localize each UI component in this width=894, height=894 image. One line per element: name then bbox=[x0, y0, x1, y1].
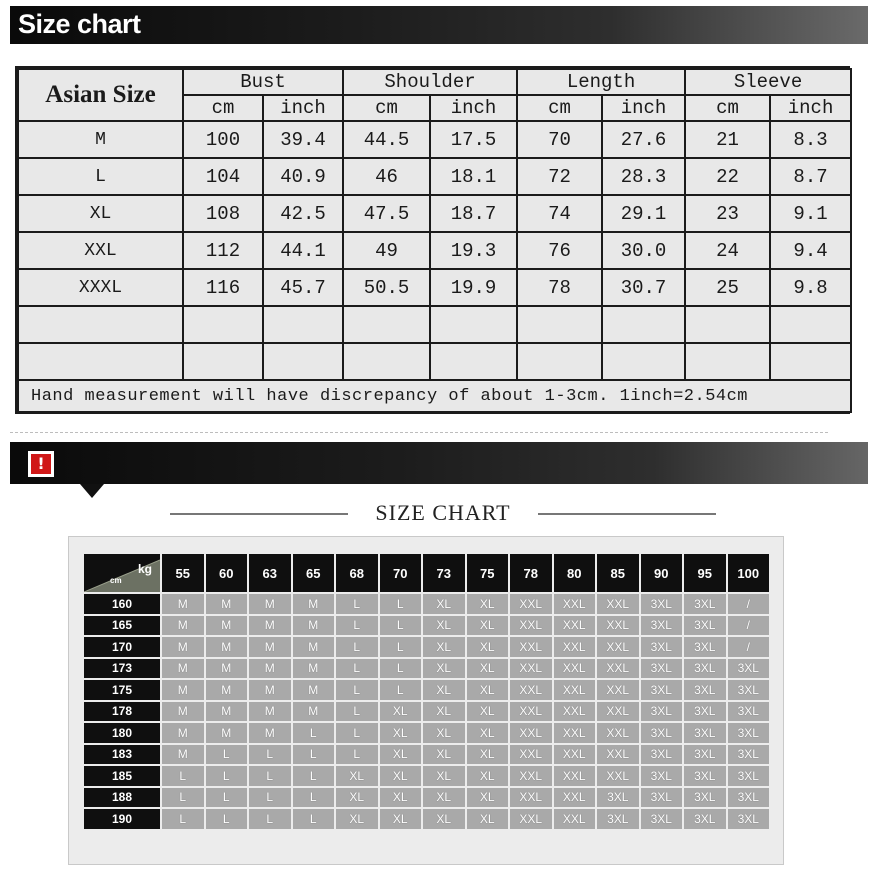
size-label: XL bbox=[18, 195, 183, 232]
size-cell: / bbox=[728, 594, 770, 614]
table-row bbox=[84, 788, 769, 808]
height-axis-label: cm bbox=[110, 576, 122, 585]
size-cell: M bbox=[162, 745, 204, 765]
measurement-cell: 72 bbox=[517, 158, 602, 195]
size-cell: XL bbox=[380, 788, 422, 808]
size-cell: XL bbox=[467, 637, 509, 657]
size-cell: 3XL bbox=[728, 788, 770, 808]
size-cell: 3XL bbox=[684, 723, 726, 743]
measurement-cell: 17.5 bbox=[430, 121, 517, 158]
size-cell: XL bbox=[467, 788, 509, 808]
size-cell: M bbox=[293, 680, 335, 700]
measurement-cell: 21 bbox=[685, 121, 770, 158]
size-cell: L bbox=[336, 745, 378, 765]
size-cell: XXL bbox=[554, 594, 596, 614]
measurement-table-frame bbox=[15, 66, 850, 414]
measurement-cell: 9.8 bbox=[770, 269, 851, 306]
size-cell: 3XL bbox=[684, 702, 726, 722]
size-cell: XXL bbox=[597, 616, 639, 636]
weight-header: 85 bbox=[597, 554, 639, 592]
measurement-cell: 22 bbox=[685, 158, 770, 195]
table-row bbox=[84, 659, 769, 679]
note-row bbox=[18, 380, 851, 412]
size-cell: M bbox=[249, 659, 291, 679]
height-label: 183 bbox=[84, 745, 160, 765]
size-cell: XXL bbox=[510, 594, 552, 614]
size-cell: M bbox=[206, 616, 248, 636]
measurement-cell: 9.4 bbox=[770, 232, 851, 269]
size-cell: L bbox=[162, 788, 204, 808]
size-cell: XL bbox=[380, 702, 422, 722]
size-cell: XL bbox=[423, 637, 465, 657]
measurement-cell: 44.1 bbox=[263, 232, 343, 269]
measurement-cell: 116 bbox=[183, 269, 263, 306]
size-cell: XL bbox=[423, 788, 465, 808]
measurement-cell: 19.3 bbox=[430, 232, 517, 269]
size-cell: XXL bbox=[597, 637, 639, 657]
measurement-cell: 104 bbox=[183, 158, 263, 195]
measurement-cell: 76 bbox=[517, 232, 602, 269]
measurement-cell: 47.5 bbox=[343, 195, 430, 232]
size-cell: XXL bbox=[597, 745, 639, 765]
table-row bbox=[84, 723, 769, 743]
size-cell: XL bbox=[380, 766, 422, 786]
height-label: 170 bbox=[84, 637, 160, 657]
weight-header: 100 bbox=[728, 554, 770, 592]
size-cell: XXL bbox=[597, 594, 639, 614]
measurement-cell: 8.7 bbox=[770, 158, 851, 195]
weight-header: 70 bbox=[380, 554, 422, 592]
size-cell: XXL bbox=[510, 766, 552, 786]
size-cell: 3XL bbox=[728, 809, 770, 829]
size-cell: / bbox=[728, 616, 770, 636]
asian-size-header: Asian Size bbox=[18, 69, 183, 121]
measurement-note: Hand measurement will have discrepancy of about 1-3cm. 1inch=2.54cm bbox=[18, 380, 851, 412]
size-cell: M bbox=[293, 616, 335, 636]
measurement-cell: 39.4 bbox=[263, 121, 343, 158]
height-label: 178 bbox=[84, 702, 160, 722]
size-cell: 3XL bbox=[641, 788, 683, 808]
weight-header: 78 bbox=[510, 554, 552, 592]
weight-header-row bbox=[84, 554, 769, 592]
empty-cell bbox=[602, 306, 685, 343]
measurement-cell: 100 bbox=[183, 121, 263, 158]
measurement-cell: 27.6 bbox=[602, 121, 685, 158]
size-cell: 3XL bbox=[684, 745, 726, 765]
table-row bbox=[18, 195, 851, 232]
size-cell: M bbox=[293, 659, 335, 679]
size-cell: 3XL bbox=[641, 809, 683, 829]
size-cell: L bbox=[293, 745, 335, 765]
unit-header: inch bbox=[263, 95, 343, 121]
weight-header: 90 bbox=[641, 554, 683, 592]
size-cell: XL bbox=[380, 809, 422, 829]
size-cell: / bbox=[728, 637, 770, 657]
size-cell: 3XL bbox=[641, 766, 683, 786]
size-cell: XL bbox=[423, 702, 465, 722]
table-row bbox=[84, 745, 769, 765]
size-cell: XL bbox=[467, 723, 509, 743]
size-cell: XXL bbox=[554, 680, 596, 700]
size-cell: M bbox=[206, 637, 248, 657]
table-row bbox=[84, 702, 769, 722]
measurement-cell: 45.7 bbox=[263, 269, 343, 306]
empty-cell bbox=[263, 343, 343, 380]
empty-cell bbox=[263, 306, 343, 343]
size-cell: XXL bbox=[510, 616, 552, 636]
size-cell: M bbox=[162, 659, 204, 679]
measurement-cell: 8.3 bbox=[770, 121, 851, 158]
size-cell: XL bbox=[423, 723, 465, 743]
size-chart-title-area bbox=[170, 500, 715, 528]
size-chart-heading: Size chart bbox=[18, 9, 141, 39]
empty-cell bbox=[602, 343, 685, 380]
height-label: 165 bbox=[84, 616, 160, 636]
size-cell: L bbox=[162, 766, 204, 786]
table-row bbox=[84, 766, 769, 786]
measurement-cell: 29.1 bbox=[602, 195, 685, 232]
measurement-cell: 108 bbox=[183, 195, 263, 232]
size-cell: 3XL bbox=[728, 766, 770, 786]
size-cell: L bbox=[336, 702, 378, 722]
size-cell: L bbox=[293, 766, 335, 786]
weight-header: 95 bbox=[684, 554, 726, 592]
weight-header: 65 bbox=[293, 554, 335, 592]
unit-header: cm bbox=[343, 95, 430, 121]
height-weight-chart-frame bbox=[68, 536, 784, 865]
size-cell: L bbox=[380, 637, 422, 657]
size-cell: M bbox=[249, 723, 291, 743]
table-row bbox=[84, 680, 769, 700]
size-cell: XXL bbox=[510, 637, 552, 657]
size-cell: 3XL bbox=[641, 702, 683, 722]
size-cell: XXL bbox=[554, 659, 596, 679]
weight-header: 68 bbox=[336, 554, 378, 592]
size-cell: L bbox=[380, 594, 422, 614]
size-cell: 3XL bbox=[728, 745, 770, 765]
unit-header: cm bbox=[685, 95, 770, 121]
height-label: 160 bbox=[84, 594, 160, 614]
weight-header: 60 bbox=[206, 554, 248, 592]
size-cell: L bbox=[249, 809, 291, 829]
size-cell: 3XL bbox=[684, 594, 726, 614]
size-cell: XXL bbox=[510, 659, 552, 679]
size-cell: XL bbox=[467, 659, 509, 679]
empty-cell bbox=[430, 343, 517, 380]
size-cell: XXL bbox=[554, 788, 596, 808]
group-header-length: Length bbox=[517, 69, 685, 95]
size-cell: L bbox=[293, 809, 335, 829]
size-cell: L bbox=[336, 637, 378, 657]
height-weight-size-table bbox=[82, 552, 771, 831]
height-label: 190 bbox=[84, 809, 160, 829]
size-cell: XL bbox=[423, 659, 465, 679]
height-label: 180 bbox=[84, 723, 160, 743]
size-cell: 3XL bbox=[597, 788, 639, 808]
size-cell: 3XL bbox=[684, 659, 726, 679]
size-cell: XL bbox=[467, 745, 509, 765]
size-label: XXL bbox=[18, 232, 183, 269]
size-cell: XL bbox=[336, 788, 378, 808]
size-cell: L bbox=[380, 659, 422, 679]
size-cell: XL bbox=[336, 766, 378, 786]
size-cell: XL bbox=[467, 616, 509, 636]
measurement-cell: 30.7 bbox=[602, 269, 685, 306]
table-row bbox=[18, 269, 851, 306]
size-cell: 3XL bbox=[684, 680, 726, 700]
measurement-cell: 19.9 bbox=[430, 269, 517, 306]
size-chart-header-band bbox=[10, 6, 868, 44]
group-header-shoulder: Shoulder bbox=[343, 69, 517, 95]
size-cell: 3XL bbox=[641, 680, 683, 700]
empty-cell bbox=[685, 343, 770, 380]
size-cell: XL bbox=[423, 680, 465, 700]
measurement-cell: 25 bbox=[685, 269, 770, 306]
size-label: M bbox=[18, 121, 183, 158]
size-cell: 3XL bbox=[728, 702, 770, 722]
size-cell: XXL bbox=[597, 680, 639, 700]
table-row bbox=[84, 616, 769, 636]
measurement-cell: 23 bbox=[685, 195, 770, 232]
measurement-cell: 18.7 bbox=[430, 195, 517, 232]
size-cell: XL bbox=[467, 702, 509, 722]
unit-header: inch bbox=[602, 95, 685, 121]
measurement-cell: 44.5 bbox=[343, 121, 430, 158]
measurement-cell: 28.3 bbox=[602, 158, 685, 195]
table-row bbox=[84, 594, 769, 614]
unit-header: cm bbox=[183, 95, 263, 121]
size-cell: L bbox=[293, 723, 335, 743]
group-header-sleeve: Sleeve bbox=[685, 69, 851, 95]
empty-cell bbox=[517, 306, 602, 343]
unit-header: inch bbox=[430, 95, 517, 121]
size-cell: 3XL bbox=[684, 766, 726, 786]
measurement-cell: 78 bbox=[517, 269, 602, 306]
size-cell: XL bbox=[423, 809, 465, 829]
size-cell: XXL bbox=[597, 659, 639, 679]
unit-header: cm bbox=[517, 95, 602, 121]
size-cell: XL bbox=[467, 680, 509, 700]
size-cell: M bbox=[206, 594, 248, 614]
band-pointer bbox=[80, 484, 104, 498]
size-cell: M bbox=[206, 723, 248, 743]
size-cell: L bbox=[249, 766, 291, 786]
measurement-cell: 49 bbox=[343, 232, 430, 269]
empty-cell bbox=[183, 343, 263, 380]
size-cell: L bbox=[380, 616, 422, 636]
size-cell: XL bbox=[423, 594, 465, 614]
empty-cell bbox=[183, 306, 263, 343]
size-cell: L bbox=[336, 594, 378, 614]
size-cell: 3XL bbox=[641, 723, 683, 743]
size-cell: 3XL bbox=[728, 680, 770, 700]
size-cell: 3XL bbox=[684, 637, 726, 657]
measurement-cell: 42.5 bbox=[263, 195, 343, 232]
empty-cell bbox=[18, 343, 183, 380]
measurement-cell: 50.5 bbox=[343, 269, 430, 306]
empty-cell bbox=[770, 343, 851, 380]
kg-cm-corner bbox=[84, 554, 160, 592]
size-cell: M bbox=[206, 680, 248, 700]
size-cell: M bbox=[249, 616, 291, 636]
size-cell: 3XL bbox=[684, 616, 726, 636]
measurement-cell: 18.1 bbox=[430, 158, 517, 195]
measurement-cell: 112 bbox=[183, 232, 263, 269]
notice-header-band bbox=[10, 442, 868, 484]
size-cell: 3XL bbox=[641, 745, 683, 765]
title-rule-right bbox=[538, 513, 716, 515]
size-label: XXXL bbox=[18, 269, 183, 306]
unit-header: inch bbox=[770, 95, 851, 121]
size-cell: XL bbox=[467, 766, 509, 786]
empty-cell bbox=[430, 306, 517, 343]
size-cell: L bbox=[249, 745, 291, 765]
size-cell: 3XL bbox=[641, 637, 683, 657]
size-cell: XXL bbox=[554, 723, 596, 743]
size-cell: M bbox=[162, 680, 204, 700]
size-cell: 3XL bbox=[597, 809, 639, 829]
table-row bbox=[18, 232, 851, 269]
header-row-groups bbox=[18, 69, 851, 95]
size-cell: L bbox=[336, 723, 378, 743]
size-cell: XXL bbox=[510, 702, 552, 722]
size-cell: XXL bbox=[554, 766, 596, 786]
size-cell: M bbox=[249, 680, 291, 700]
size-cell: L bbox=[336, 616, 378, 636]
size-cell: 3XL bbox=[684, 788, 726, 808]
size-cell: XL bbox=[467, 594, 509, 614]
empty-cell bbox=[343, 306, 430, 343]
weight-axis-label: kg bbox=[137, 562, 152, 576]
size-cell: M bbox=[249, 637, 291, 657]
empty-row bbox=[18, 306, 851, 343]
title-rule-left bbox=[170, 513, 348, 515]
size-cell: L bbox=[206, 745, 248, 765]
measurement-cell: 46 bbox=[343, 158, 430, 195]
size-cell: XXL bbox=[597, 766, 639, 786]
size-cell: L bbox=[206, 809, 248, 829]
size-cell: L bbox=[162, 809, 204, 829]
size-cell: XXL bbox=[554, 702, 596, 722]
weight-header: 75 bbox=[467, 554, 509, 592]
measurement-cell: 30.0 bbox=[602, 232, 685, 269]
size-label: L bbox=[18, 158, 183, 195]
size-cell: XXL bbox=[510, 723, 552, 743]
size-cell: M bbox=[162, 702, 204, 722]
size-cell: M bbox=[162, 637, 204, 657]
size-cell: 3XL bbox=[684, 809, 726, 829]
size-cell: XXL bbox=[554, 745, 596, 765]
size-cell: XXL bbox=[510, 788, 552, 808]
empty-cell bbox=[770, 306, 851, 343]
size-cell: M bbox=[206, 659, 248, 679]
size-cell: L bbox=[206, 766, 248, 786]
size-cell: XL bbox=[423, 616, 465, 636]
size-cell: 3XL bbox=[728, 659, 770, 679]
table-row bbox=[84, 809, 769, 829]
measurement-cell: 24 bbox=[685, 232, 770, 269]
empty-cell bbox=[685, 306, 770, 343]
size-cell: XXL bbox=[554, 616, 596, 636]
size-cell: L bbox=[293, 788, 335, 808]
divider-dashed bbox=[10, 432, 828, 433]
height-label: 175 bbox=[84, 680, 160, 700]
size-cell: XL bbox=[336, 809, 378, 829]
group-header-bust: Bust bbox=[183, 69, 343, 95]
size-cell: 3XL bbox=[641, 659, 683, 679]
size-cell: M bbox=[249, 702, 291, 722]
size-cell: XXL bbox=[510, 809, 552, 829]
measurement-cell: 70 bbox=[517, 121, 602, 158]
size-cell: M bbox=[162, 723, 204, 743]
size-cell: XL bbox=[423, 745, 465, 765]
empty-cell bbox=[517, 343, 602, 380]
weight-header: 73 bbox=[423, 554, 465, 592]
size-cell: M bbox=[206, 702, 248, 722]
size-cell: XXL bbox=[510, 745, 552, 765]
size-cell: M bbox=[293, 594, 335, 614]
size-cell: M bbox=[249, 594, 291, 614]
height-label: 188 bbox=[84, 788, 160, 808]
size-cell: 3XL bbox=[641, 594, 683, 614]
measurement-table bbox=[17, 68, 852, 413]
size-cell: M bbox=[162, 616, 204, 636]
table-row bbox=[84, 637, 769, 657]
size-cell: L bbox=[380, 680, 422, 700]
table-row bbox=[18, 121, 851, 158]
size-cell: L bbox=[249, 788, 291, 808]
size-cell: XL bbox=[380, 723, 422, 743]
size-cell: XXL bbox=[510, 680, 552, 700]
measurement-cell: 40.9 bbox=[263, 158, 343, 195]
empty-row bbox=[18, 343, 851, 380]
size-cell: M bbox=[293, 702, 335, 722]
alert-icon: ! bbox=[28, 451, 54, 477]
size-cell: L bbox=[336, 680, 378, 700]
empty-cell bbox=[343, 343, 430, 380]
size-cell: M bbox=[162, 594, 204, 614]
measurement-cell: 74 bbox=[517, 195, 602, 232]
weight-header: 63 bbox=[249, 554, 291, 592]
size-cell: M bbox=[293, 637, 335, 657]
size-cell: 3XL bbox=[728, 723, 770, 743]
weight-header: 80 bbox=[554, 554, 596, 592]
size-cell: XXL bbox=[554, 637, 596, 657]
weight-header: 55 bbox=[162, 554, 204, 592]
height-label: 173 bbox=[84, 659, 160, 679]
size-cell: XL bbox=[467, 809, 509, 829]
size-chart-title: SIZE CHART bbox=[375, 500, 511, 525]
height-label: 185 bbox=[84, 766, 160, 786]
empty-cell bbox=[18, 306, 183, 343]
size-cell: XXL bbox=[554, 809, 596, 829]
measurement-cell: 9.1 bbox=[770, 195, 851, 232]
size-cell: 3XL bbox=[641, 616, 683, 636]
size-cell: L bbox=[206, 788, 248, 808]
table-row bbox=[18, 158, 851, 195]
size-cell: XXL bbox=[597, 723, 639, 743]
size-cell: XXL bbox=[597, 702, 639, 722]
size-cell: XL bbox=[423, 766, 465, 786]
size-cell: XL bbox=[380, 745, 422, 765]
size-cell: L bbox=[336, 659, 378, 679]
